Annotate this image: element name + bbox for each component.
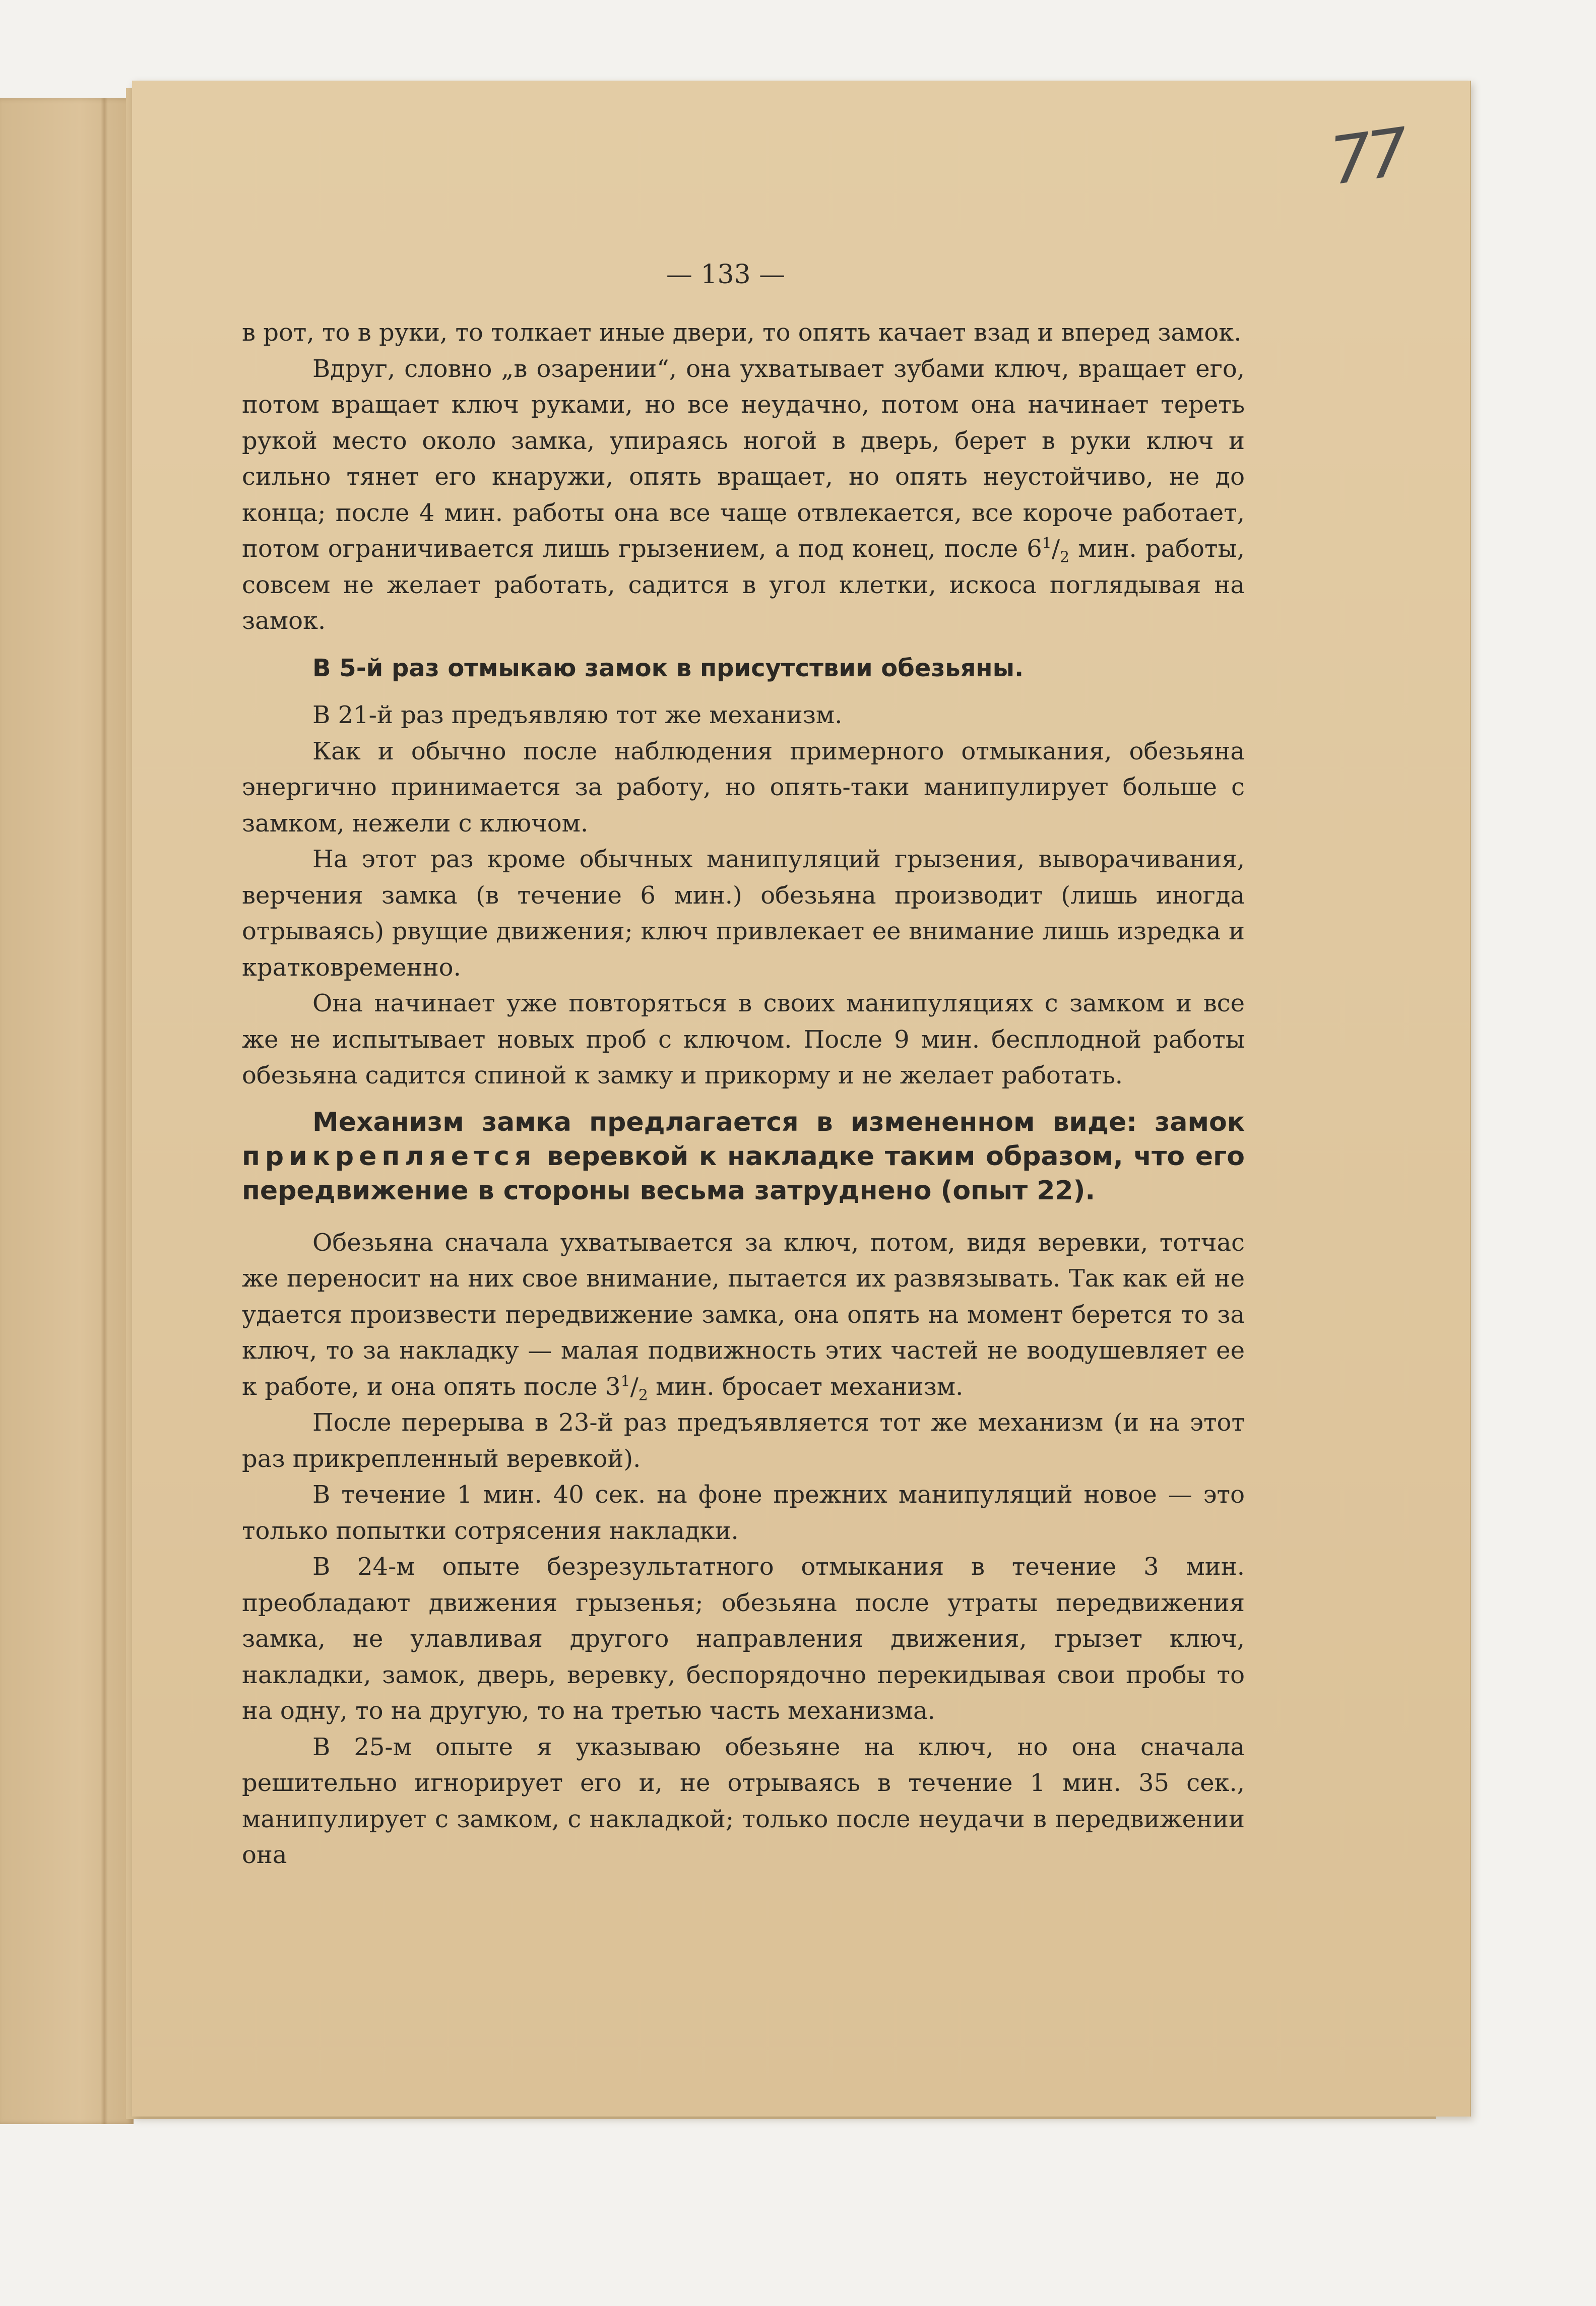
paragraph: В течение 1 мин. 40 сек. на фоне прежних манипуляций новое — это только попытки сотрясения накладки. [242, 1481, 1245, 1545]
page-fold [101, 98, 108, 2124]
paragraph-text: мин. работы, совсем не желает работать, садится в угол клетки, искоса поглядывая на замок. [242, 535, 1245, 635]
fraction-denominator: 2 [1060, 548, 1070, 566]
paragraph: Она начинает уже повторяться в своих манипуляциях с замком и все же не испытывает новых проб с ключом. После 9 мин. бесплодной работы обезьяна садится спиной к замку и прикорму и не желает работать. [242, 989, 1245, 1090]
paragraph: После перерыва в 23-й раз предъявляется тот же механизм (и на этот раз прикрепленный веревкой). [242, 1408, 1245, 1473]
paragraph: В 21-й раз предъявляю тот же механизм. [312, 701, 843, 729]
paragraph [242, 1225, 1245, 1405]
handwritten-folio-number: 77 [1325, 113, 1409, 200]
page-number: — 133 — [666, 260, 786, 290]
paragraph-text: Обезьяна сначала ухватывается за ключ, потом, видя веревки, тотчас же переносит на них свое внимание, пытается их развязывать. Так как ей не удается произвести передвижение замка, она опять на момент берется то за ключ, то за накладку — малая подвижность этих частей не воодушевляет ее к работе, и она опять после 3 [242, 1228, 1245, 1401]
paragraph: В 25-м опыте я указываю обезьяне на ключ, но она сначала решительно игнорирует его и, не отрываясь в течение 1 мин. 35 сек., манипулирует с замком, с накладкой; только после неудачи в передвижении она [242, 1733, 1245, 1869]
fraction-slash: / [630, 1372, 639, 1401]
section-heading [242, 1105, 1245, 1208]
paragraph: В 24-м опыте безрезультатного отмыкания в течение 3 мин. преобладают движения грызенья; обезьяна после утраты передвижения замка, не улавливая другого направления движения, грызет ключ, накладки, замок, дверь, веревку, беспорядочно перекидывая свои пробы то на одну, то на другую, то на третью часть механизма. [242, 1553, 1245, 1725]
fraction-numerator: 1 [620, 1372, 630, 1390]
fraction-slash: / [1051, 535, 1060, 563]
facing-page [0, 98, 134, 2124]
paragraph-text: Вдруг, словно „в озарении“, она ухватывает зубами ключ, вращает его, потом вращает ключ руками, но все неудачно, потом она начинает тереть рукой место около замка, упираясь ногой в дверь, берет в руки ключ и сильно тянет его кнаружи, опять вращает, но опять неустойчиво, не до конца; после 4 мин. работы она все чаще отвлекается, все короче работает, потом ограничивается лишь грызением, а под конец, после 6 [242, 354, 1245, 563]
bold-paragraph: В 5-й раз отмыкаю замок в присутствии обезьяны. [312, 654, 1024, 682]
heading-spaced-text: прикрепляется [242, 1141, 537, 1172]
fraction-numerator: 1 [1042, 535, 1052, 552]
paragraph-text: мин. бросает механизм. [648, 1372, 964, 1401]
heading-text: Механизм замка предлагается в измененном виде: замок [312, 1107, 1245, 1137]
body-text [242, 315, 1245, 1874]
heading-text: веревкой к накладке таким образом, что его передвижение в стороны весьма затруднено (опыт 22). [242, 1141, 1245, 1206]
paragraph: в рот, то в руки, то толкает иные двери, то опять качает взад и вперед замок. [242, 318, 1242, 347]
paragraph [242, 351, 1245, 639]
paragraph: На этот раз кроме обычных манипуляций грызения, выворачивания, верчения замка (в течение 6 мин.) обезьяна производит (лишь иногда отрываясь) рвущие движения; ключ привлекает ее внимание лишь изредка и кратковременно. [242, 845, 1245, 982]
fraction-denominator: 2 [638, 1386, 648, 1404]
paragraph: Как и обычно после наблюдения примерного отмыкания, обезьяна энергично принимается за работу, но опять-таки манипулирует больше с замком, нежели с ключом. [242, 737, 1245, 838]
